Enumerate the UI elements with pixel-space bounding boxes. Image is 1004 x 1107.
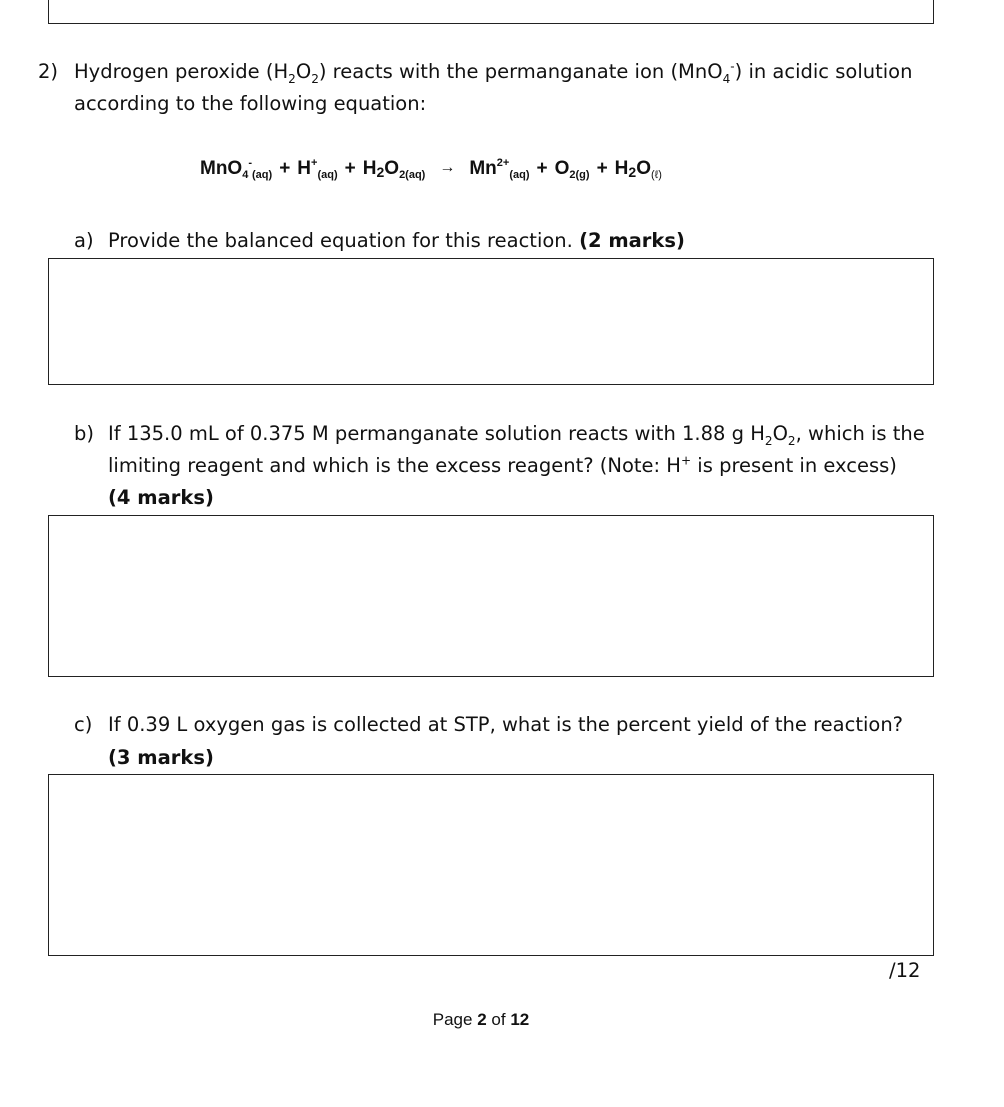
part-a-label: a)	[74, 229, 94, 252]
part-c-answer-box[interactable]	[48, 774, 934, 956]
question-text-line2: according to the following equation:	[74, 92, 427, 115]
question-text-line1: Hydrogen peroxide $(H_2O_2)$ reacts with the permanganate ion (MnO$_4$-) in acidic solution	[74, 59, 913, 86]
total-score: /12	[889, 959, 921, 982]
part-b-label: b)	[74, 422, 94, 445]
part-c-label: c)	[74, 713, 93, 736]
question-number: 2)	[38, 60, 59, 83]
part-a-text: Provide the balanced equation for this reaction. (2 marks)	[108, 229, 685, 252]
part-b-marks: (4 marks)	[108, 486, 214, 509]
part-a-answer-box[interactable]	[48, 258, 934, 385]
page-footer: Page 2 of 12	[432, 1010, 530, 1029]
reaction-arrow: →	[439, 159, 456, 176]
chemical-equation: $MnO_4^-_{(aq)} + H^+_{(aq)} + H2O_{2(aq)} \to Mn^{2+}_{(aq)} + O_{2(g)} + H2O_{(\ell)}$	[200, 157, 662, 181]
part-b-text-line1: If 135.0 mL of 0.375 M permanganate solution reacts with 1.88 g $H_2O_2$, which is the	[108, 422, 925, 448]
part-b-answer-box[interactable]	[48, 515, 934, 677]
part-b-text-line2: limiting reagent and which is the excess reagent? (Note: H+ is present in excess)	[108, 453, 897, 477]
previous-answer-box	[48, 0, 934, 24]
part-c-text: If 0.39 L oxygen gas is collected at STP, what is the percent yield of the reaction?	[108, 713, 904, 736]
part-c-marks: (3 marks)	[108, 746, 214, 769]
